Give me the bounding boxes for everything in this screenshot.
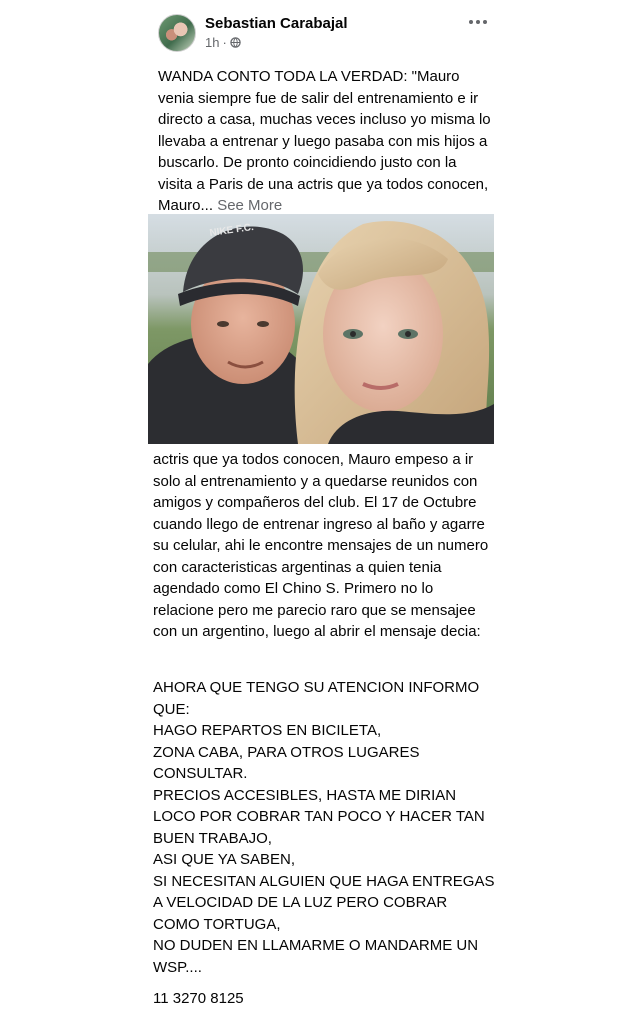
ad-line: AHORA QUE TENGO SU ATENCION INFORMO QUE:: [153, 679, 480, 718]
ad-line: ASI QUE YA SABEN,: [153, 851, 296, 868]
post-preview-text: WANDA CONTO TODA LA VERDAD: "Mauro venia siempre fue de salir del entrenamiento e ir directo a casa, muchas veces incluso yo misma lo llevaba a entrenar y luego pasaba con mis hijos a buscarlo. De pronto coincidiendo justo con la visita a Paris de una actris que ya todos conocen, Mauro...: [158, 68, 491, 214]
ad-line: ZONA CABA, PARA OTROS LUGARES CONSULTAR.: [153, 743, 420, 782]
globe-icon[interactable]: [230, 37, 241, 48]
post-photo[interactable]: [148, 214, 494, 444]
ad-line: NO DUDEN EN LLAMARME O MANDARME UN WSP....: [153, 937, 479, 976]
ad-message: [153, 677, 498, 978]
author-avatar[interactable]: [158, 14, 196, 52]
more-options-icon[interactable]: [463, 12, 493, 32]
ad-line: SI NECESITAN ALGUIEN QUE HAGA ENTREGAS A VELOCIDAD DE LA LUZ PERO COBRAR COMO TORTUGA,: [153, 872, 495, 933]
meta-separator: ·: [222, 35, 227, 50]
phone-number[interactable]: 11 3270 8125: [153, 990, 244, 1007]
ad-line: PRECIOS ACCESIBLES, HASTA ME DIRIAN LOCO POR COBRAR TAN POCO Y HACER TAN BUEN TRABAJO,: [153, 786, 485, 847]
post-header: [158, 12, 493, 56]
post-continued-text: actris que ya todos conocen, Mauro empeso a ir solo al entrenamiento y a quedarse reunidos con amigos y compañeros del club. El 17 de Octubre cuando llego de entrenar ingreso al baño y agarre su celular, ahi le encontre mensajes de un numero con caracteristicas argentinas a quien tenia agendado como El Chino S. Primero no lo relacione pero me parecio raro que se mensajee con un argentino, luego al abrir el mensaje decia:: [153, 451, 489, 640]
author-name[interactable]: Sebastian Carabajal: [205, 15, 348, 32]
post-meta: [205, 35, 241, 50]
couple-selfie-image: [148, 214, 494, 444]
cap-logo-text: NIKE F.C.: [208, 221, 255, 239]
see-more-link[interactable]: See More: [217, 197, 283, 214]
ad-line: HAGO REPARTOS EN BICILETA,: [153, 722, 382, 739]
post-time[interactable]: 1h: [205, 35, 220, 50]
post-text: [158, 66, 493, 217]
